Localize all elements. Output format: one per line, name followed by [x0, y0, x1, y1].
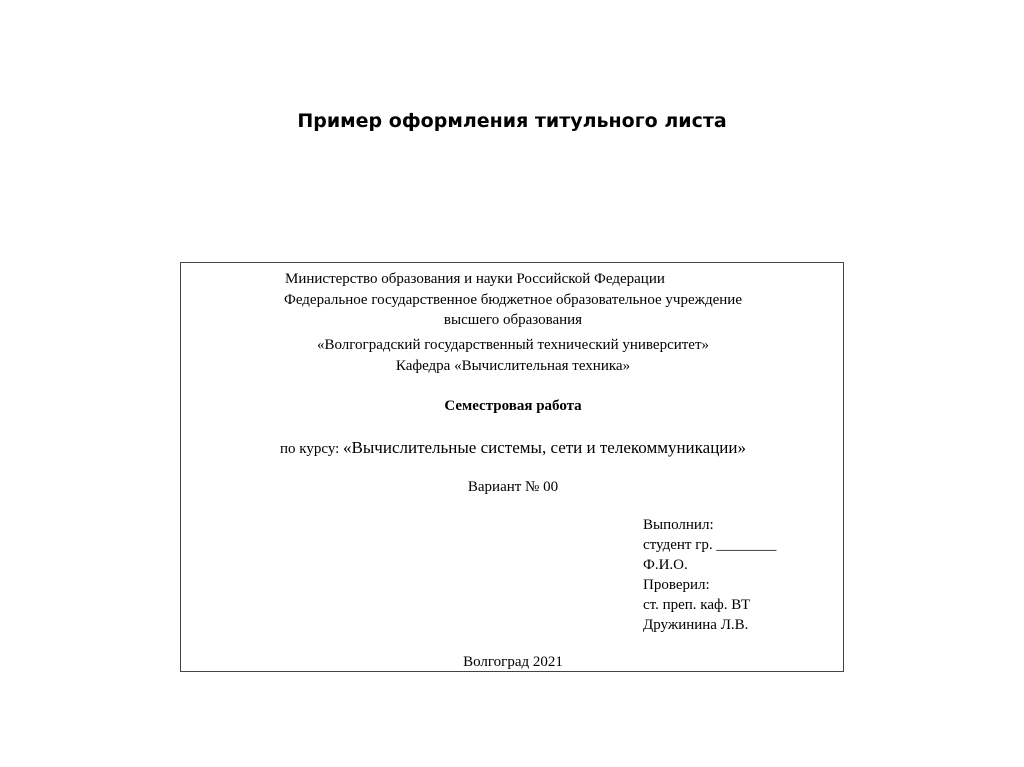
- work-type-heading: Семестровая работа: [444, 398, 582, 414]
- institution-type-line: Федеральное государственное бюджетное образовательное учреждение: [283, 292, 742, 308]
- signature-block: [643, 515, 776, 635]
- title-page-sample: [180, 262, 844, 672]
- course-prefix: по курсу:: [280, 441, 344, 457]
- department-line: Кафедра «Вычислительная техника»: [395, 358, 631, 374]
- performed-label: Выполнил:: [643, 517, 714, 533]
- checked-label: Проверил:: [643, 577, 710, 593]
- student-name: Ф.И.О.: [643, 557, 688, 573]
- ministry-line: Министерство образования и науки Российской Федерации: [285, 271, 665, 287]
- course-line: [181, 438, 845, 459]
- slide-title: Пример оформления титульного листа: [297, 110, 727, 132]
- checker-position: ст. преп. каф. ВТ: [643, 597, 751, 613]
- variant-line: Вариант № 00: [467, 479, 559, 495]
- education-level-line: высшего образования: [443, 312, 583, 328]
- university-line: «Волгоградский государственный технический университет»: [316, 337, 710, 353]
- city-year-line: Волгоград 2021: [463, 654, 563, 670]
- student-group-line: студент гр. ________: [643, 537, 777, 553]
- checker-name: Дружинина Л.В.: [643, 617, 749, 633]
- course-name: «Вычислительные системы, сети и телекоммуникации»: [343, 438, 746, 457]
